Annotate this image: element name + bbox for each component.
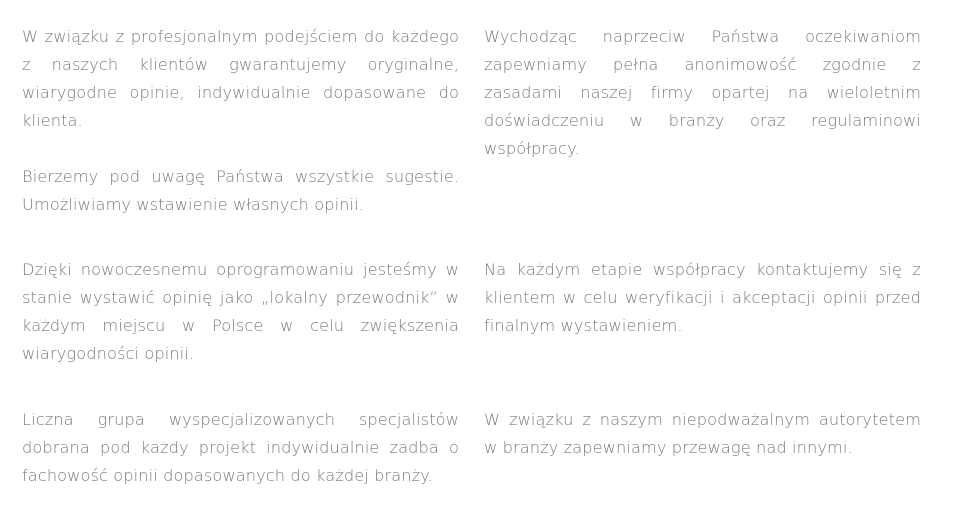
feature-row-3 (22, 406, 921, 490)
feature-row-1 (22, 23, 921, 219)
feature-text-anonymity: Wychodząc naprzeciw Państwa oczekiwaniom zapewniamy pełna anonimowość zgodnie z zasadami naszej firmy opartej na wieloletnim doświadczeniu w branży oraz regulaminowi współpracy. (484, 27, 921, 158)
feature-row-2 (22, 256, 921, 368)
feature-text-suggestions: Bierzemy pod uwagę Państwa wszystkie sugestie. Umożliwiamy wstawienie własnych opinii. (22, 167, 459, 214)
feature-text-local-guide: Dzięki nowoczesnemu oprogramowaniu jesteśmy w stanie wystawić opinię jako „lokalny przewodnik” w każdym miejscu w Polsce w celu zwiększenia wiarygodności opinii. (22, 260, 459, 363)
feature-column-left (22, 406, 459, 490)
feature-column-left (22, 256, 459, 368)
feature-text-originality: W związku z profesjonalnym podejściem do każdego z naszych klientów gwarantujemy oryginalne, wiarygodne opinie, indywidualnie dopasowane do klienta. (22, 27, 459, 130)
feature-column-left (22, 23, 459, 219)
feature-column-right (484, 23, 921, 219)
feature-text-specialists: Liczna grupa wyspecjalizowanych specjalistów dobrana pod każdy projekt indywidualnie zadba o fachowość opinii dopasowanych do każdej branży. (22, 410, 459, 485)
feature-text-verification: Na każdym etapie współpracy kontaktujemy się z klientem w celu weryfikacji i akceptacji opinii przed finalnym wystawieniem. (484, 260, 921, 335)
feature-column-right (484, 406, 921, 490)
feature-text-authority: W związku z naszym niepodważalnym autorytetem w branży zapewniamy przewagę nad innymi. (484, 410, 921, 457)
feature-column-right (484, 256, 921, 368)
